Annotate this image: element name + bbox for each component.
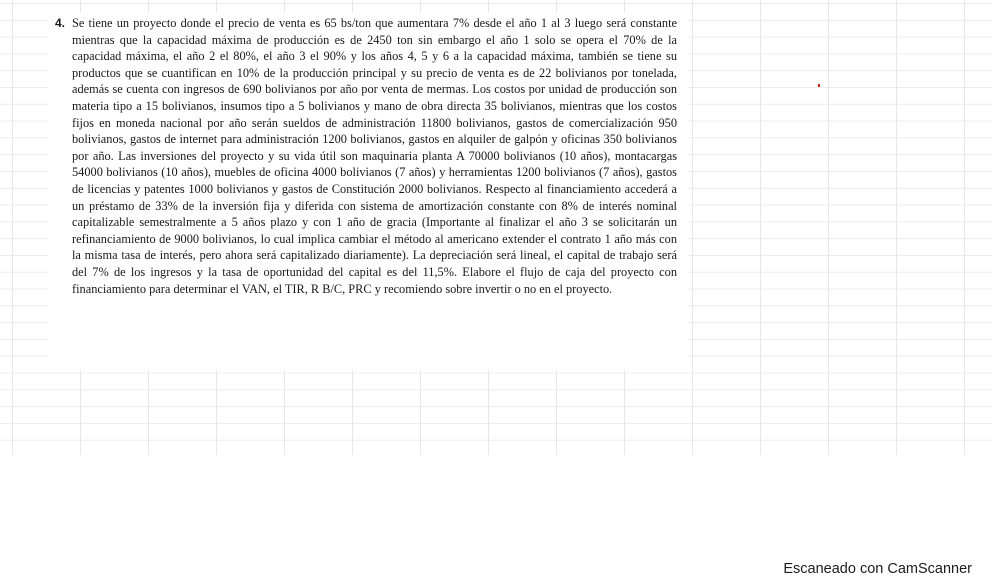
problem-text: Se tiene un proyecto donde el precio de venta es 65 bs/ton que aumentara 7% desde el año 1 al 3 luego será constante mientras que la capacidad máxima de producción es de 2450 ton sin embargo el año 1 solo se opera el 70% de la capacidad máxima, el año 2 el 80%, el año 3 el 90% y los años 4, 5 y 6 a la capacidad máxima, también se tiene su productos que se cuantifican en 10% de la producción principal y su precio de venta es de 22 bolivianos por tonelada, además se cuenta con ingresos de 690 bolivianos por año por venta de mermas. Los costos por unidad de producción son materia tipo a 15 bolivianos, insumos tipo a 5 bolivianos y mano de obra directa 35 bolivianos, mientras que los costos fijos en moneda nacional por año serán sueldos de administración 11800 bolivianos, gastos de comercialización 950 bolivianos, gastos de internet para administración 1200 bolivianos, gastos en alquiler de galpón y oficinas 350 bolivianos por año. Las inversiones del proyecto y su vida útil son maquinaria planta A 70000 bolivianos (10 años), montacargas 54000 bolivianos (10 años), muebles de oficina 4000 bolivianos (7 años) y herramientas 1200 bolivianos (7 años), gastos de licencias y patentes 1000 bolivianos y gastos de Constitución 2000 bolivianos. Respecto al financiamiento accederá a un préstamo de 33% de la inversión fija y diferida con sistema de amortización constante con 8% de interés nominal capitalizable semestralmente a 5 años plazo y con 1 año de gracia (Importante al finalizar el año 3 se solicitarán un refinanciamiento de 9000 bolivianos, lo cual implica cambiar el método al americano extender el contrato 1 año más con la misma tasa de interés, pero ahora será capitalizado diariamente). La depreciación será lineal, el capital de trabajo será del 7% de los ingresos y la tasa de oportunidad del capital es del 11,5%. Elabore el flujo de caja del proyecto con financiamiento para determinar el VAN, el TIR, R B/C, PRC y recomiendo sobre invertir o no en el proyecto. [72, 16, 677, 296]
red-mark [818, 84, 820, 87]
problem-statement [55, 15, 677, 297]
camscanner-watermark: Escaneado con CamScanner [783, 561, 972, 577]
problem-number: 4. [55, 16, 66, 30]
